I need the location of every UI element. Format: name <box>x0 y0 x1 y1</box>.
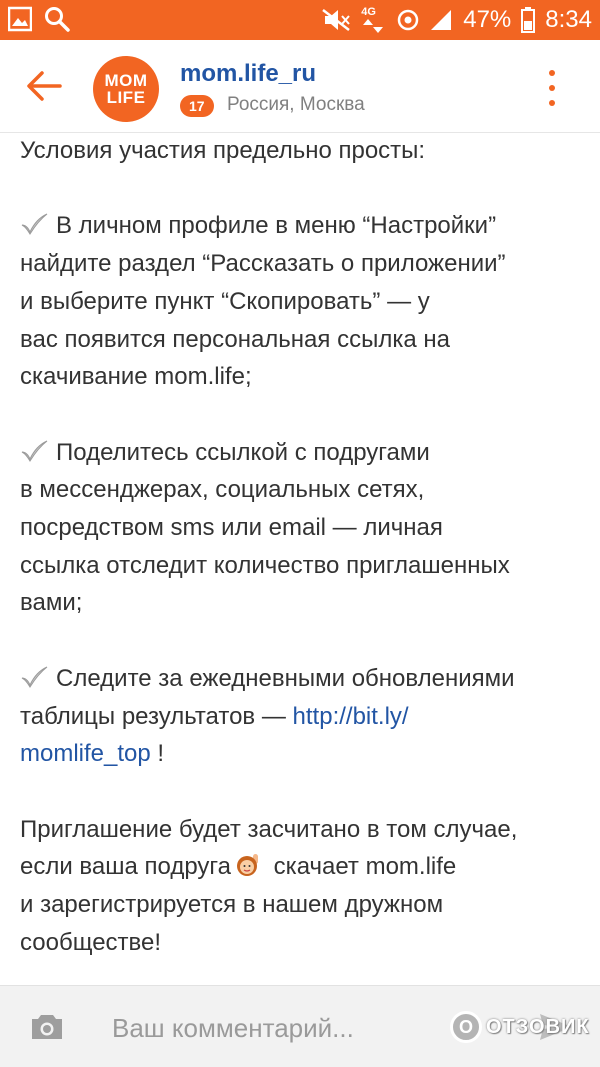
status-bar <box>0 0 600 40</box>
mute-icon <box>321 8 351 32</box>
results-link-part1[interactable]: http://bit.ly/ <box>292 702 409 730</box>
step1-line5: скачивание mom.life; <box>20 363 252 391</box>
watermark-text: ОТЗОВИК <box>486 1015 590 1038</box>
step2-line2: в мессенджерах, социальных сетях, <box>20 476 425 504</box>
comment-input[interactable] <box>112 1008 412 1048</box>
step1-line2: найдите раздел “Рассказать о приложении” <box>20 250 506 278</box>
spacer <box>20 773 588 811</box>
step1-text: В личном профиле в меню “Настройки” <box>56 212 497 240</box>
step2-line5: вами; <box>20 589 83 617</box>
spacer <box>20 396 588 434</box>
step2-line1 <box>20 434 588 472</box>
menu-dot <box>549 70 555 76</box>
spacer <box>20 170 588 208</box>
step3-text: Следите за ежедневными обновлениями <box>56 664 515 692</box>
network-type-icon <box>361 6 387 34</box>
menu-dot <box>549 100 555 106</box>
checkmark-icon <box>20 213 48 235</box>
outro-line1: Приглашение будет засчитано в том случае, <box>20 815 518 843</box>
post-header <box>0 40 600 133</box>
spacer <box>20 622 588 660</box>
outro-line2 <box>20 848 588 886</box>
gallery-icon <box>8 6 32 32</box>
results-link-part2[interactable]: momlife_top <box>20 740 151 768</box>
step2-line4: ссылка отследит количество приглашенных <box>20 551 510 579</box>
status-bar-left <box>8 6 70 32</box>
watermark-logo: О <box>450 1011 482 1043</box>
checkmark-icon <box>20 666 48 688</box>
step3-line3 <box>20 735 588 773</box>
comment-bar <box>0 985 600 1067</box>
author-avatar[interactable] <box>93 56 159 122</box>
step3-line1 <box>20 660 588 698</box>
author-username[interactable]: mom.life_ru <box>180 60 317 87</box>
author-location: Россия, Москва <box>227 94 365 115</box>
menu-dot <box>549 85 555 91</box>
step2-text: Поделитесь ссылкой с подругами <box>56 438 430 466</box>
step1-line1 <box>20 207 588 245</box>
clock: 8:34 <box>545 6 592 33</box>
outro-line4: сообществе! <box>20 928 162 956</box>
woman-raising-hand-emoji-icon <box>235 852 261 878</box>
otzovik-watermark <box>450 1009 590 1045</box>
post-body <box>20 132 588 961</box>
battery-percent: 47% <box>463 6 512 33</box>
author-level-badge: 17 <box>180 95 214 117</box>
network-type-label: 4G <box>361 6 376 18</box>
search-icon <box>44 6 70 32</box>
step3-line2 <box>20 698 588 736</box>
step3-text-2: таблицы результатов — <box>20 702 293 730</box>
post-intro: Условия участия предельно просты: <box>20 137 426 164</box>
location-icon <box>397 9 419 31</box>
avatar-logo-line2: LIFE <box>106 88 146 107</box>
outro-text-b: скачает mom.life <box>267 853 457 881</box>
step2-line3: посредством sms или email — личная <box>20 514 443 541</box>
step1-line3: и выберите пункт “Скопировать” — у <box>20 287 430 315</box>
checkmark-icon <box>20 440 48 462</box>
battery-icon <box>521 7 535 33</box>
overflow-menu-icon[interactable] <box>543 70 561 106</box>
step3-tail: ! <box>150 740 165 768</box>
camera-icon[interactable] <box>30 1013 64 1041</box>
outro-line3: и зарегистрируется в нашем дружном <box>20 891 444 918</box>
cellular-signal-icon <box>429 8 453 32</box>
avatar-logo-line1: MOM <box>104 71 148 90</box>
status-bar-right <box>321 4 592 36</box>
step1-line4: вас появится персональная ссылка на <box>20 325 450 353</box>
outro-text-a: если ваша подруга <box>20 853 231 881</box>
signal-arrows-icon <box>363 19 385 33</box>
back-arrow-icon[interactable] <box>24 68 64 104</box>
